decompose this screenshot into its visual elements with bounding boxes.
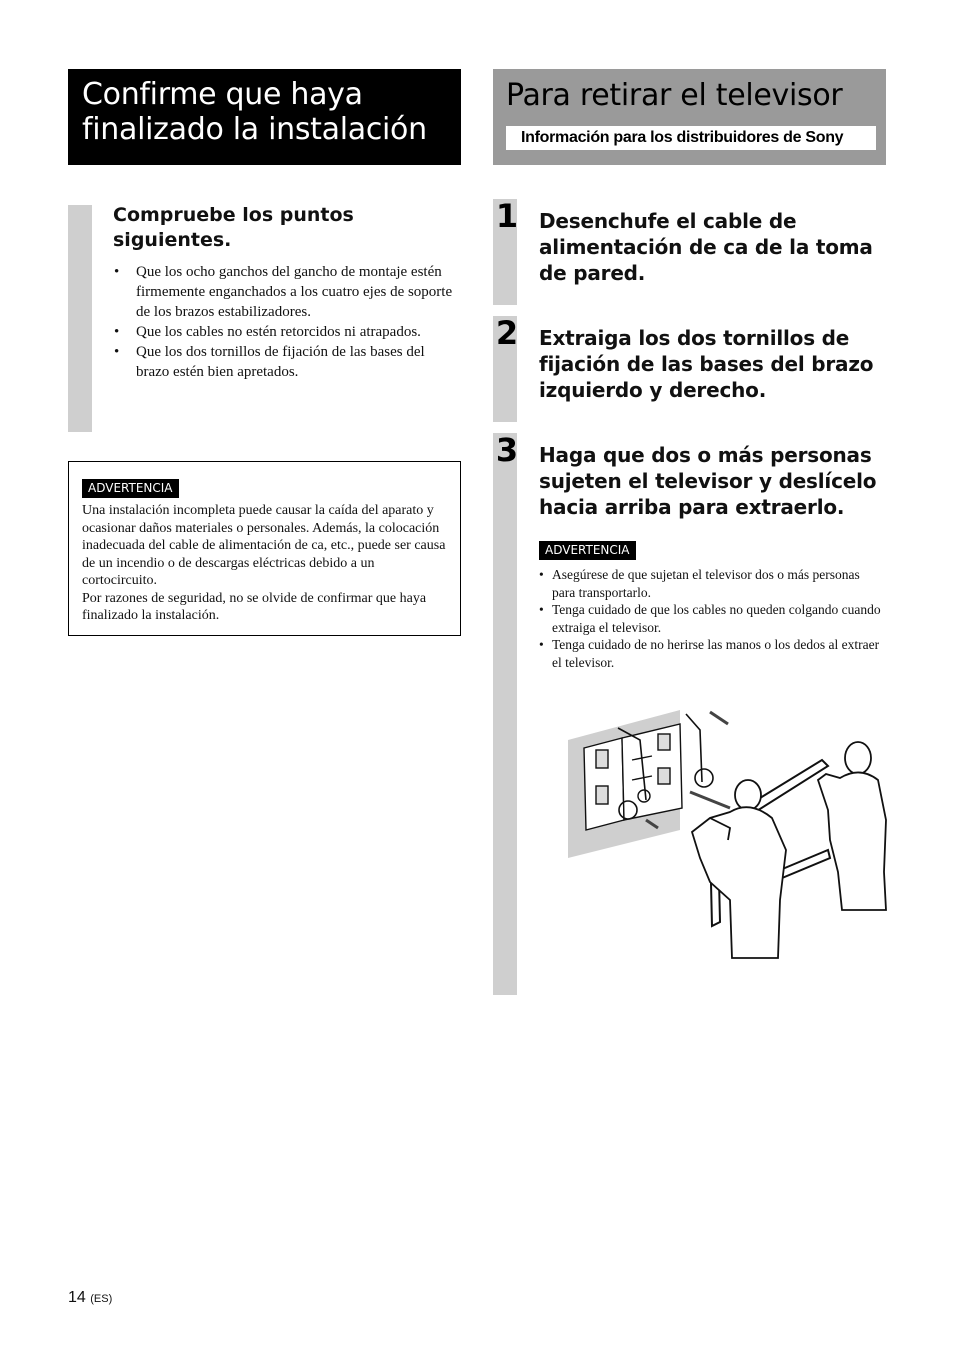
- warning-badge: ADVERTENCIA: [82, 479, 179, 498]
- section-title-remove-tv: Para retirar el televisor: [506, 78, 843, 113]
- warning-paragraph: Por razones de seguridad, no se olvide de confirmar que haya finalizado la instalación.: [82, 590, 427, 623]
- warning-badge-step3: ADVERTENCIA: [539, 541, 636, 560]
- section-subtitle: Información para los distribuidores de Sony: [506, 126, 876, 150]
- page-number-value: 14: [68, 1289, 86, 1306]
- warning-box: [68, 461, 461, 636]
- step-3-number: 3: [495, 431, 519, 469]
- page-number: [68, 1289, 112, 1307]
- section-header-remove-tv: [493, 69, 886, 165]
- tv-removal-illustration: [560, 700, 890, 965]
- title-line-1: Confirme que haya: [82, 77, 363, 112]
- check-list: [113, 262, 458, 382]
- check-item: • Que los dos tornillos de fijación de las bases del brazo estén bien apretados.: [113, 342, 458, 382]
- person-left: [692, 780, 786, 958]
- warning-paragraph: Una instalación incompleta puede causar la caída del aparato y ocasionar daños materiales o personales. Además, la colocación inadecuada del cable de alimentación de ca, etc., puede ser causa de un incendio o de descargas eléctricas debido a un cortocircuito.: [82, 503, 446, 588]
- warning-list-step3: [539, 566, 884, 671]
- page-language: (ES): [90, 1293, 113, 1305]
- step-1-number: 1: [495, 197, 519, 235]
- check-item: • Que los cables no estén retorcidos ni atrapados.: [113, 322, 458, 342]
- step-3-bar: [493, 433, 517, 995]
- check-sidebar-bar: [68, 205, 92, 432]
- check-item: • Que los ocho ganchos del gancho de montaje estén firmemente enganchados a los cuatro ejes de soporte de los brazos estabilizadores.: [113, 262, 458, 322]
- step-2-text: Extraiga los dos tornillos de fijación de las bases del brazo izquierdo y derecho.: [539, 326, 874, 402]
- title-line-2: finalizado la instalación: [82, 112, 427, 147]
- warning-item: • Tenga cuidado de que los cables no queden colgando cuando extraiga el televisor.: [539, 601, 884, 636]
- section-header-confirm: [68, 69, 461, 165]
- warning-item: • Tenga cuidado de no herirse las manos o los dedos al extraer el televisor.: [539, 636, 884, 671]
- step-3-text: Haga que dos o más personas sujeten el televisor y deslícelo hacia arriba para extraerlo.: [539, 443, 877, 519]
- person-right: [818, 742, 886, 910]
- warning-item: • Asegúrese de que sujetan el televisor dos o más personas para transportarlo.: [539, 566, 884, 601]
- warning-text: [82, 502, 452, 625]
- section-title-confirm: [82, 77, 449, 147]
- step-1-text: Desenchufe el cable de alimentación de ca de la toma de pared.: [539, 209, 873, 285]
- step-2-number: 2: [495, 314, 519, 352]
- check-title: Compruebe los puntos siguientes.: [113, 204, 354, 251]
